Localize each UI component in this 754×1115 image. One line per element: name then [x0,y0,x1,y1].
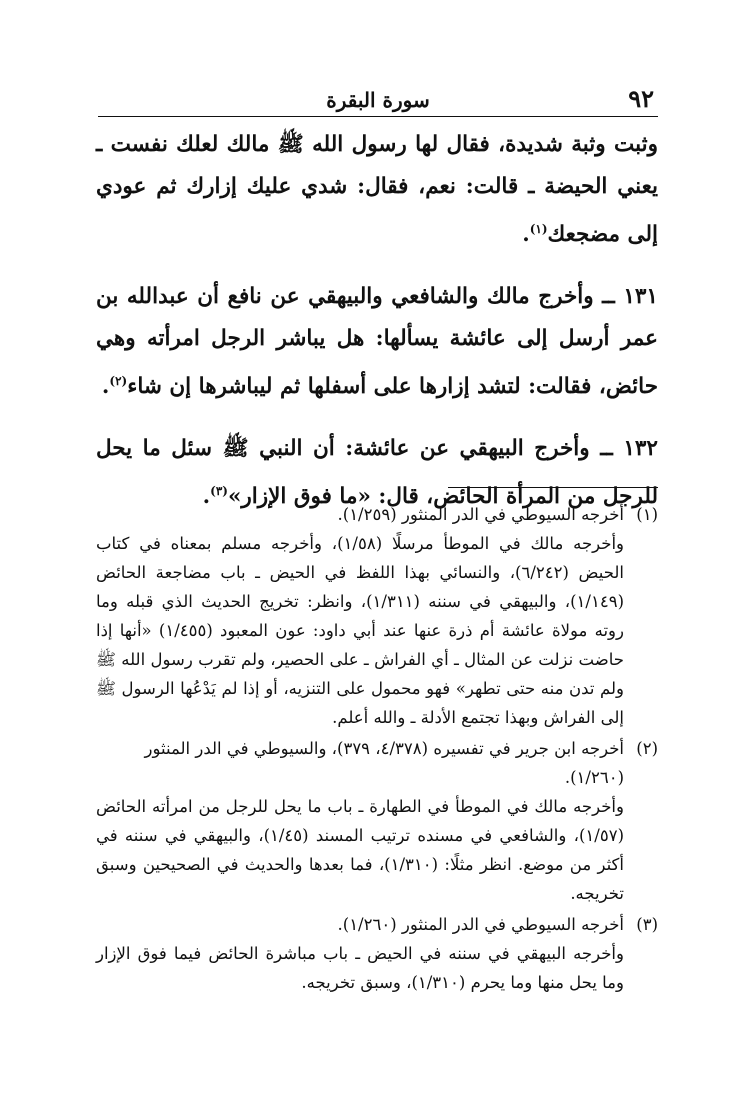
footnote-detail: وأخرجه مالك في الموطأ مرسلًا (١/٥٨)، وأخرجه مسلم بمعناه في كتاب الحيض (٦/٢٤٢)، والنسائي بهذا اللفظ في الحيض ـ باب مضاجعة الحائض (١/١٤٩)، والبيهقي في سننه (١/٣١١)، وانظر: تخريج الحديث الذي قبله وما روته مولاة عائشة أم ذرة عنها عند أبي داود: عون المعبود (١/٤٥٥) «أنها إذا حاضت نزلت عن المثال ـ أي الفراش ـ على الحصير، ولم تقرب رسول الله ﷺ ولم تدن منه حتى تطهر» فهو محمول على التنزيه، أو إذا لم يَدْعُها الرسول ﷺ إلى الفراش وبهذا تجتمع الأدلة ـ والله أعلم. [96,534,624,727]
paragraph-text: وثبت وثبة شديدة، فقال لها رسول الله ﷺ مالك لعلك نفست ـ يعني الحيضة ـ قالت: نعم، فقال: شدي عليك إزارك ثم عودي إلى مضجعك [96,132,658,248]
footnote-ref: (٢) [109,374,128,389]
page-number: ٩٢ [628,84,654,113]
footnote-ref: (١) [529,222,548,236]
footnote-number: (١) [636,505,658,524]
hadith-number: ١٣٢ ــ [600,436,658,462]
footnotes [96,500,658,999]
footnote [96,500,658,732]
footnote-number: (٣) [636,915,658,934]
main-text [96,124,658,538]
footnote [96,910,658,997]
footnote-number: (٢) [636,739,658,758]
paragraph-text: وأخرج البيهقي عن عائشة: أن النبي ﷺ سئل ما يحل للرجل من المرأة الحائض، قال: «ما فوق الإزار» [96,436,658,510]
footnote-main: أخرجه ابن جرير في تفسيره (٤/٣٧٨، ٣٧٩)، والسيوطي في الدر المنثور (١/٢٦٠). [144,739,624,787]
hadith-number: ١٣١ ــ [602,284,658,310]
page-header [98,82,658,117]
surah-title: سورة البقرة [326,88,430,112]
footnote-detail: وأخرجه مالك في الموطأ في الطهارة ـ باب ما يحل للرجل من امرأته الحائض (١/٥٧)، والشافعي في مسنده ترتيب المسند (١/٤٥)، والبيهقي في سننه في أكثر من موضع. انظر مثلًا: (١/٣١٠)، فما بعدها والحديث في الصحيحين وسبق تخريجه. [96,797,624,903]
footnote-main: أخرجه السيوطي في الدر المنثور (١/٢٥٩). [337,505,624,524]
footnote-main: أخرجه السيوطي في الدر المنثور (١/٢٦٠). [337,915,624,934]
paragraph-end: . [101,374,110,400]
footnote [96,734,658,908]
footnote-divider [448,487,658,488]
paragraph-end: . [202,484,211,510]
paragraph [96,276,658,408]
footnote-ref: (٣) [210,484,228,499]
paragraph-text: وأخرج مالك والشافعي والبيهقي عن نافع أن عبدالله بن عمر أرسل إلى عائشة يسألها: هل يباشر الرجل امرأته وهي حائض، فقالت: لتشد إزارها على أسفلها ثم ليباشرها إن شاء [96,284,658,400]
footnote-detail: وأخرجه البيهقي في سننه في الحيض ـ باب مباشرة الحائض فيما فوق الإزار وما يحل منها وما يحرم (١/٣١٠)، وسبق تخريجه. [96,944,624,992]
paragraph-end: . [522,222,530,248]
paragraph [96,124,658,256]
